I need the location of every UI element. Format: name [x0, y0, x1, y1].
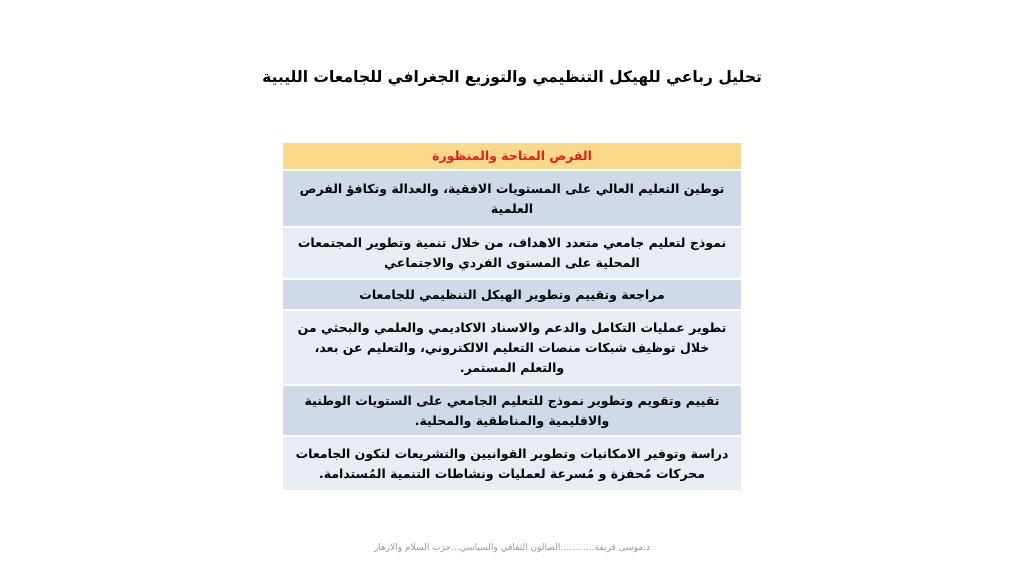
table-row — [283, 228, 741, 280]
slide-title: تحليل رباعي للهيكل التنظيمي والتوزيع الجغرافي للجامعات الليبية — [262, 68, 762, 86]
table-row-text: نموذج لتعليم جامعي متعدد الاهداف، من خلال تنمية وتطوير المجتمعات المحلية على المستوى الفردي والاجتماعي — [297, 235, 727, 270]
table-row-text: مراجعة وتقييم وتطوير الهيكل التنظيمي للجامعات — [359, 286, 665, 302]
opportunities-table — [283, 143, 741, 492]
table-row — [283, 311, 741, 386]
slide-footer: د.موسى قريفة............الصالون الثقافي والسياسي...حزب السلام والازهار — [373, 543, 651, 553]
table-header-label: الفرص المتاحة والمنظورة — [432, 148, 592, 163]
table-row — [283, 386, 741, 437]
table-row — [283, 437, 741, 492]
table-row-text: توطين التعليم العالي على المستويات الافقية، والعدالة وتكافؤ الفرص العلمية — [299, 180, 725, 216]
table-row — [283, 280, 741, 311]
table-row-text: تطوير عمليات التكامل والدعم والاسناد الاكاديمي والعلمي والبحثي من خلال توظيف شبكات منصات التعليم الالكتروني، والتعليم عن بعد، والتعلم المستمر. — [297, 319, 727, 375]
table-row — [283, 171, 741, 228]
table-row-text: تقييم وتقويم وتطوير نموذج للتعليم الجامعي على الستويات الوطنية والاقليمية والمناطقية والمحلية. — [304, 392, 720, 428]
table-row-text: دراسة وتوفير الامكانيات وتطوير القوانيين والتشريعات لتكون الجامعات محركات مُحفزة و مُسرعة لعمليات ونشاطات التنمية المُستدامة. — [295, 445, 729, 481]
table-header — [283, 143, 741, 171]
